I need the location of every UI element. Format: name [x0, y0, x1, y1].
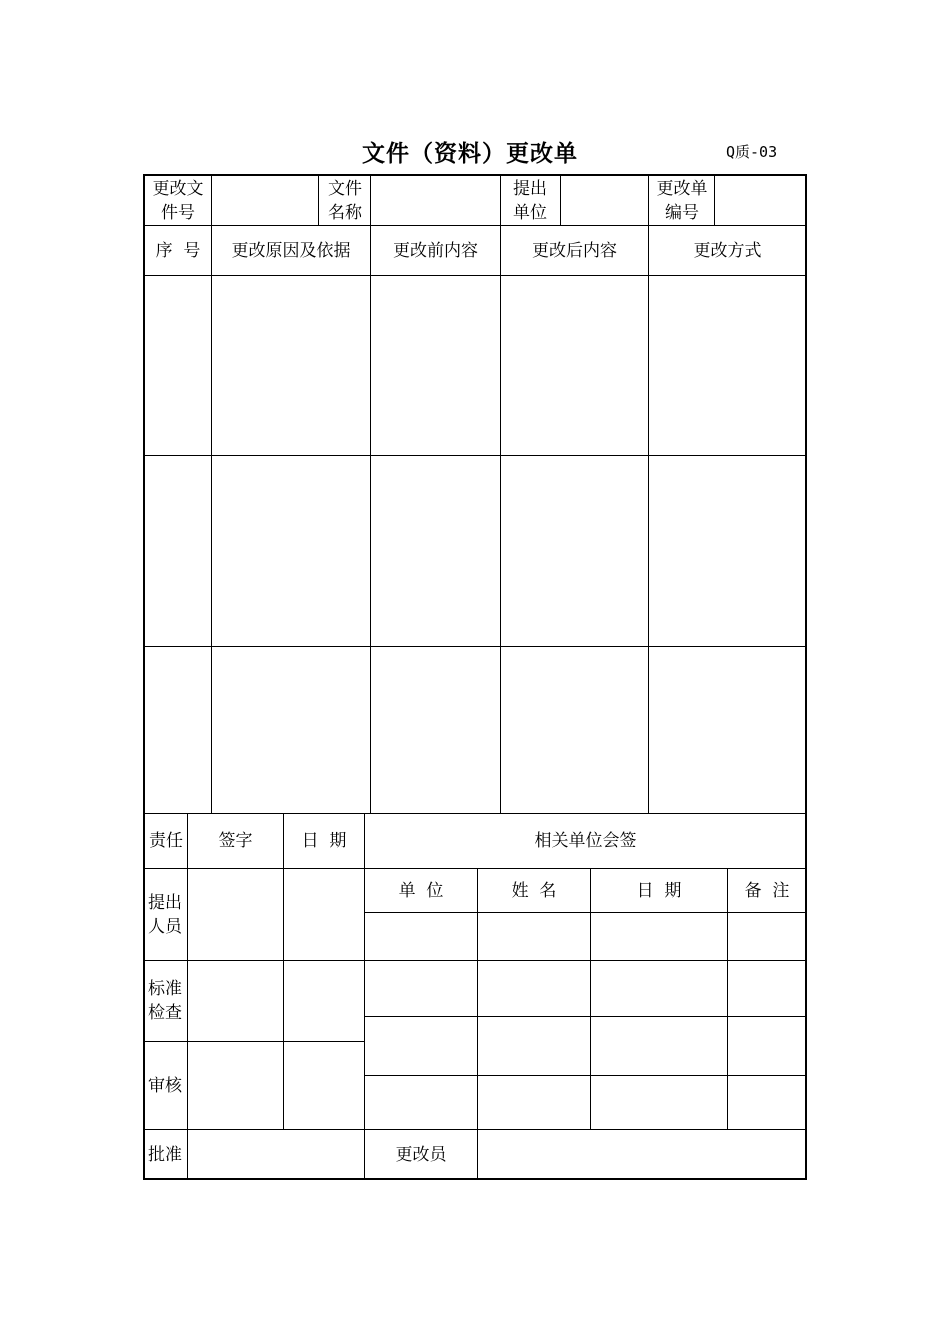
modifier-label: 更改员: [395, 1144, 447, 1165]
col-divider: [370, 225, 371, 814]
cs-remarks-label: 备 注: [744, 880, 790, 901]
col-header-reason: 更改原因及依据: [231, 240, 351, 261]
col-divider: [211, 225, 212, 814]
col-divider: [500, 225, 501, 814]
col-header-before: 更改前内容: [393, 240, 478, 261]
date-label: 日 期: [301, 831, 347, 851]
approve-label: 批准: [148, 1144, 182, 1165]
row-divider: [144, 275, 806, 276]
col-divider: [648, 175, 649, 226]
form-title: 文件（资料）更改单: [362, 140, 578, 167]
form-no-label: 更改单编号: [656, 178, 708, 223]
col-divider: [500, 175, 501, 226]
row-divider: [364, 1075, 806, 1076]
cs-date-label: 日 期: [636, 880, 682, 901]
row-divider: [144, 455, 806, 456]
row-divider: [364, 1016, 806, 1017]
col-header-after: 更改后内容: [532, 240, 617, 261]
col-header-method: 更改方式: [693, 240, 762, 261]
col-divider: [318, 175, 319, 226]
doc-no-label: 更改文件号: [152, 178, 204, 223]
proposing-unit-field[interactable]: [561, 176, 648, 225]
proposing-unit-label: 提出单位: [513, 178, 547, 223]
cs-name-label: 姓 名: [511, 880, 557, 901]
form-table: [143, 174, 807, 1180]
countersign-label: 相关单位会签: [534, 831, 637, 851]
form-no-field[interactable]: [715, 176, 805, 225]
row-divider: [144, 646, 806, 647]
doc-name-field[interactable]: [371, 176, 500, 225]
responsibility-label: 责任: [149, 831, 183, 851]
proposer-label: 提出人员: [148, 892, 182, 937]
row-divider: [364, 912, 806, 913]
review-label: 审核: [148, 1075, 182, 1096]
doc-no-field[interactable]: [212, 176, 318, 225]
form-code: Q质-03: [726, 143, 778, 161]
std-check-label: 标准检查: [148, 979, 182, 1023]
cs-unit-label: 单 位: [398, 880, 444, 901]
row-divider: [144, 960, 806, 961]
doc-name-label: 文件名称: [328, 178, 362, 223]
col-divider: [477, 868, 478, 1179]
col-header-seq: 序 号: [155, 240, 201, 261]
signature-label: 签字: [218, 831, 253, 851]
col-divider: [648, 225, 649, 814]
